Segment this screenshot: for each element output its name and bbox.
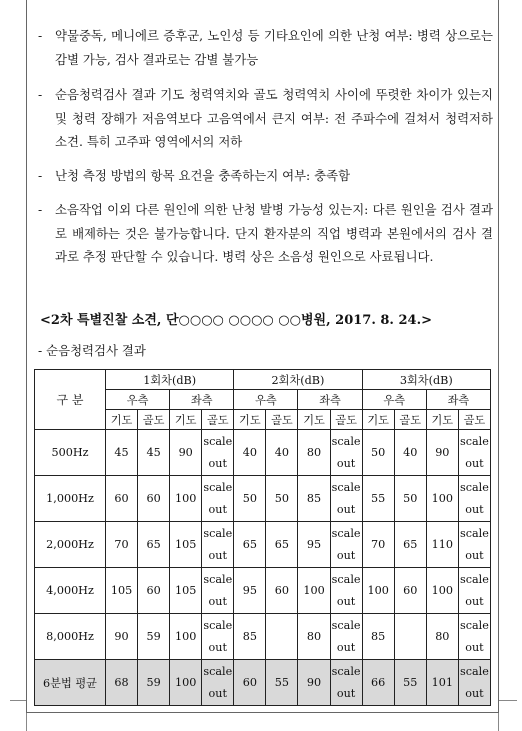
threshold-cell: 70 <box>362 522 394 568</box>
threshold-cell: scale out <box>202 430 234 476</box>
conduction-header: 골도 <box>266 410 298 430</box>
round-header: 1회차(dB) <box>106 370 234 390</box>
threshold-cell: 68 <box>106 660 138 706</box>
threshold-cell: 59 <box>138 614 170 660</box>
bullet-text: 순음청력검사 결과 기도 청력역치와 골도 청력역치 사이에 뚜렷한 차이가 있는지 및 청력 장해가 저음역보다 고음역에서 큰지 여부: 전 주파수에 걸쳐서 청력저하 소견. 특히 고주파 영역에서의 저하 <box>55 87 493 149</box>
threshold-cell: 100 <box>362 568 394 614</box>
bullet-dash: - <box>38 168 43 183</box>
threshold-cell: scale out <box>330 522 362 568</box>
bullet-item <box>38 83 493 154</box>
bullet-text: 약물중독, 메니에르 증후군, 노인성 등 기타요인에 의한 난청 여부: 병력 상으로는 감별 가능, 검사 결과로는 감별 불가능 <box>55 28 493 67</box>
ear-header: 우측 <box>362 390 426 410</box>
table-row <box>35 614 491 660</box>
page-border-bottom <box>26 712 499 713</box>
threshold-cell: 59 <box>138 660 170 706</box>
bullet-item <box>38 164 493 188</box>
frequency-label: 6분법 평균 <box>35 660 106 706</box>
threshold-cell: 55 <box>362 476 394 522</box>
round-header: 3회차(dB) <box>362 370 490 390</box>
bullet-text: 소음작업 이외 다른 원인에 의한 난청 발병 가능성 있는지: 다른 원인을 검사 결과로 배제하는 것은 불가능합니다. 단지 환자분의 직업 병력과 본원에서의 검사 결과로 추정 판단할 수 있습니다. 병력 상은 소음성 원인으로 사료됩니다. <box>55 202 493 264</box>
threshold-cell: 100 <box>170 660 202 706</box>
threshold-cell: 60 <box>266 568 298 614</box>
threshold-cell: 55 <box>394 660 426 706</box>
section-heading: <2차 특별진찰 소견, 단○○○○ ○○○○ ○○병원, 2017. 8. 24.> <box>40 313 432 328</box>
threshold-cell: scale out <box>330 476 362 522</box>
threshold-cell: 90 <box>170 430 202 476</box>
threshold-cell: scale out <box>330 568 362 614</box>
table-row <box>35 660 491 706</box>
threshold-cell: scale out <box>330 660 362 706</box>
threshold-cell: 65 <box>394 522 426 568</box>
conduction-header: 골도 <box>458 410 490 430</box>
crop-mark <box>10 700 26 701</box>
threshold-cell: scale out <box>458 614 490 660</box>
page-border-right <box>498 0 499 712</box>
threshold-cell: 80 <box>298 430 330 476</box>
threshold-cell: 45 <box>106 430 138 476</box>
threshold-cell: scale out <box>330 430 362 476</box>
threshold-cell: 90 <box>426 430 458 476</box>
threshold-cell: 60 <box>394 568 426 614</box>
frequency-label: 2,000Hz <box>35 522 106 568</box>
threshold-cell: 110 <box>426 522 458 568</box>
threshold-cell: 40 <box>394 430 426 476</box>
frequency-label: 4,000Hz <box>35 568 106 614</box>
threshold-cell: scale out <box>458 430 490 476</box>
threshold-cell <box>266 614 298 660</box>
conduction-header: 기도 <box>106 410 138 430</box>
bullet-dash: - <box>38 87 43 102</box>
threshold-cell: 40 <box>234 430 266 476</box>
crop-mark <box>498 713 499 731</box>
frequency-label: 500Hz <box>35 430 106 476</box>
threshold-cell: 100 <box>298 568 330 614</box>
threshold-cell: 100 <box>170 476 202 522</box>
table-row <box>35 568 491 614</box>
crop-mark <box>499 700 517 701</box>
threshold-cell: 105 <box>170 522 202 568</box>
threshold-cell: 105 <box>170 568 202 614</box>
threshold-cell: 60 <box>138 476 170 522</box>
ear-header: 좌측 <box>170 390 234 410</box>
table-body <box>35 430 491 706</box>
frequency-label: 1,000Hz <box>35 476 106 522</box>
section-subheading: - 순음청력검사 결과 <box>38 343 146 358</box>
threshold-cell: 101 <box>426 660 458 706</box>
threshold-cell: 85 <box>298 476 330 522</box>
conduction-header: 골도 <box>138 410 170 430</box>
frequency-label: 8,000Hz <box>35 614 106 660</box>
threshold-cell: 60 <box>138 568 170 614</box>
threshold-cell: 50 <box>394 476 426 522</box>
threshold-cell: scale out <box>458 476 490 522</box>
conduction-header: 기도 <box>426 410 458 430</box>
threshold-cell: 65 <box>266 522 298 568</box>
threshold-cell: scale out <box>202 660 234 706</box>
threshold-cell: 85 <box>234 614 266 660</box>
table-row <box>35 476 491 522</box>
threshold-cell: 40 <box>266 430 298 476</box>
threshold-cell: 95 <box>234 568 266 614</box>
threshold-cell: 50 <box>234 476 266 522</box>
threshold-cell: 85 <box>362 614 394 660</box>
threshold-cell: scale out <box>202 522 234 568</box>
conduction-header: 기도 <box>298 410 330 430</box>
threshold-cell: scale out <box>458 660 490 706</box>
threshold-cell: 100 <box>426 568 458 614</box>
threshold-cell: 100 <box>426 476 458 522</box>
page-border-left <box>26 0 27 712</box>
threshold-cell: 90 <box>106 614 138 660</box>
threshold-cell: 66 <box>362 660 394 706</box>
bullet-item <box>38 198 493 269</box>
threshold-cell: 90 <box>298 660 330 706</box>
conduction-header: 기도 <box>234 410 266 430</box>
threshold-cell: 100 <box>170 614 202 660</box>
conduction-header: 기도 <box>362 410 394 430</box>
conduction-header: 기도 <box>170 410 202 430</box>
threshold-cell: 60 <box>106 476 138 522</box>
ear-header: 좌측 <box>298 390 362 410</box>
hearing-test-table <box>34 369 491 706</box>
table-row <box>35 522 491 568</box>
ear-header: 좌측 <box>426 390 490 410</box>
threshold-cell: 60 <box>234 660 266 706</box>
bullet-text: 난청 측정 방법의 항목 요건을 충족하는지 여부: 충족함 <box>55 168 351 183</box>
threshold-cell: scale out <box>202 614 234 660</box>
threshold-cell: 70 <box>106 522 138 568</box>
threshold-cell: scale out <box>202 476 234 522</box>
threshold-cell: scale out <box>458 522 490 568</box>
threshold-cell: 65 <box>138 522 170 568</box>
threshold-cell: scale out <box>202 568 234 614</box>
threshold-cell: 80 <box>426 614 458 660</box>
threshold-cell: 50 <box>362 430 394 476</box>
threshold-cell: 95 <box>298 522 330 568</box>
threshold-cell: 65 <box>234 522 266 568</box>
threshold-cell: 80 <box>298 614 330 660</box>
threshold-cell: 55 <box>266 660 298 706</box>
threshold-cell: 45 <box>138 430 170 476</box>
threshold-cell: 50 <box>266 476 298 522</box>
threshold-cell <box>394 614 426 660</box>
threshold-cell: 105 <box>106 568 138 614</box>
conduction-header: 골도 <box>202 410 234 430</box>
table-corner-label: 구 분 <box>35 370 106 430</box>
bullet-dash: - <box>38 202 43 217</box>
conduction-header: 골도 <box>394 410 426 430</box>
table-row <box>35 430 491 476</box>
conduction-header: 골도 <box>330 410 362 430</box>
ear-header: 우측 <box>234 390 298 410</box>
ear-header: 우측 <box>106 390 170 410</box>
round-header: 2회차(dB) <box>234 370 362 390</box>
bullet-dash: - <box>38 28 43 43</box>
threshold-cell: scale out <box>458 568 490 614</box>
bullet-item <box>38 24 493 71</box>
crop-mark <box>26 713 27 731</box>
threshold-cell: scale out <box>330 614 362 660</box>
